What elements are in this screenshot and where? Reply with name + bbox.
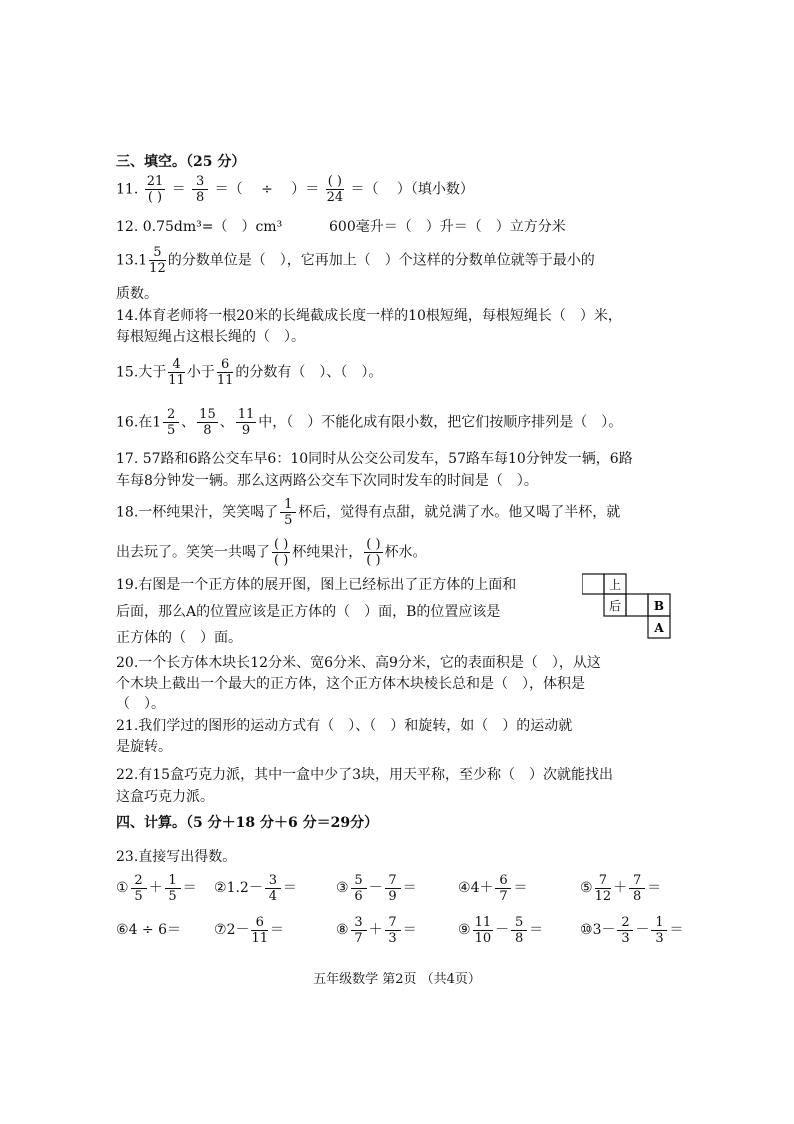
calc-3-f1-den: 6 xyxy=(354,888,363,904)
calc-item-5 xyxy=(580,868,661,908)
q15-f2-denominator: 11 xyxy=(216,373,234,388)
calc-8-f2-den: 3 xyxy=(388,930,397,946)
question-15 xyxy=(116,358,382,387)
calc-3-op: － xyxy=(368,880,383,896)
q15-mid: 小于 xyxy=(186,364,215,381)
cube-net-diagram xyxy=(582,572,672,640)
q13-fraction xyxy=(149,246,166,275)
q18-blank-fraction-2 xyxy=(364,538,382,567)
question-19-line-2: 后面，那么A的位置应该是正方体的（ ）面，B的位置应该是 xyxy=(116,604,501,620)
question-12-b xyxy=(329,217,566,237)
q11-division-blank: ＝（ ÷ ）＝ xyxy=(214,181,320,198)
section-3-title: 三、填空。（25 分） xyxy=(116,154,246,170)
calc-5-f2-den: 8 xyxy=(632,888,642,904)
q11-f1-numerator: 21 xyxy=(146,174,164,189)
calc-1-eq: ＝ xyxy=(182,880,197,896)
q16-f2-denominator: 8 xyxy=(203,423,212,438)
calc-9-f1-num: 11 xyxy=(474,914,492,930)
calc-9-f1-den: 10 xyxy=(474,930,492,946)
calc-9-fraction-1 xyxy=(473,916,494,945)
calc-4-eq: ＝ xyxy=(513,880,528,896)
q18-b2-denominator: ( ) xyxy=(366,553,381,568)
q16-sep-1: 、 xyxy=(181,414,196,431)
question-20-line-2: 个木块上截出一个最大的正方体，这个正方体木块棱长总和是（ ），体积是 xyxy=(116,676,585,692)
q18-b1-numerator: ( ) xyxy=(274,537,289,552)
calc-item-6 xyxy=(116,910,181,950)
calc-3-fraction-1 xyxy=(351,874,367,903)
q18-fraction xyxy=(280,498,296,527)
q18-b1-denominator: ( ) xyxy=(274,553,289,568)
calc-item-4 xyxy=(458,868,527,908)
calc-7-num: 6 xyxy=(251,916,268,931)
q11-fraction-1 xyxy=(145,175,166,204)
q18-line2-pre: 出去玩了。笑笑一共喝了 xyxy=(116,544,270,561)
calc-item-10 xyxy=(580,910,683,950)
question-17-line-1: 17. 57路和6路公交车早6：10同时从公交公司发车，57路车每10分钟发一辆，6路 xyxy=(116,451,633,467)
page-footer: 五年级数学 第2页 （共4页） xyxy=(313,972,481,987)
calc-item-1 xyxy=(116,868,197,908)
q13-denominator: 12 xyxy=(149,261,166,276)
q16-fraction-1 xyxy=(163,408,179,437)
q16-pre: 16.在1 xyxy=(116,414,162,431)
q16-sep-2: 、 xyxy=(219,414,234,431)
q11-fraction-3 xyxy=(326,175,344,204)
question-23-title: 23.直接写出得数。 xyxy=(116,849,237,865)
q18-denominator: 5 xyxy=(284,513,293,528)
calc-9-eq: ＝ xyxy=(529,922,544,938)
section-4-title: 四、计算。（5 分＋18 分＋6 分＝29分） xyxy=(116,815,379,831)
q12-part-a: 12. 0.75dm³=（ ）cm³ xyxy=(116,219,283,235)
q16-f3-denominator: 9 xyxy=(241,423,251,438)
calc-7-eq: ＝ xyxy=(270,922,285,938)
calc-8-f2-num: 7 xyxy=(385,916,401,931)
q16-f1-denominator: 5 xyxy=(167,423,176,438)
q15-fraction-1 xyxy=(168,358,185,387)
calc-6-expr: 4 ÷ 6＝ xyxy=(128,922,182,938)
q16-fraction-2 xyxy=(197,408,218,437)
net-label-b: B xyxy=(653,599,665,613)
q15-pre: 15.大于 xyxy=(116,364,167,381)
q16-f2-numerator: 15 xyxy=(199,407,216,422)
question-14-line-1: 14.体育老师将一根20米的长绳截成长度一样的10根短绳，每根短绳长（ ）米， xyxy=(116,308,622,324)
question-21-line-2: 是旋转。 xyxy=(116,739,172,755)
q11-f3-numerator: ( ) xyxy=(327,174,342,189)
calc-1-op: ＋ xyxy=(148,880,163,896)
calc-row-1 xyxy=(116,868,696,908)
calc-2-label: ② xyxy=(214,880,227,896)
calc-10-f2-den: 3 xyxy=(655,930,664,946)
question-12 xyxy=(116,217,282,237)
calc-10-fraction-1 xyxy=(617,916,633,945)
calc-item-3 xyxy=(336,868,417,908)
calc-2-num: 3 xyxy=(265,874,281,889)
q11-f3-denominator: 24 xyxy=(326,190,344,205)
calc-8-eq: ＝ xyxy=(402,922,417,938)
calc-8-f1-den: 7 xyxy=(354,930,363,946)
calc-6-label: ⑥ xyxy=(116,922,129,938)
calc-10-fraction-2 xyxy=(651,916,667,945)
q16-f1-numerator: 2 xyxy=(163,408,179,423)
calc-8-f1-num: 3 xyxy=(351,916,367,931)
question-16 xyxy=(116,408,622,437)
calc-10-f1-num: 2 xyxy=(617,916,633,931)
q11-f1-denominator: ( ) xyxy=(147,190,163,205)
question-21-line-1: 21.我们学过的图形的运动方式有（ ）、（ ）和旋转，如（ ）的运动就 xyxy=(116,718,573,734)
q11-number: 11. xyxy=(116,181,139,198)
calc-2-eq: ＝ xyxy=(282,880,297,896)
calc-7-den: 11 xyxy=(251,930,269,946)
net-label-a: A xyxy=(654,621,664,635)
calc-3-eq: ＝ xyxy=(402,880,417,896)
calc-5-f1-den: 12 xyxy=(594,888,612,904)
calc-5-fraction-2 xyxy=(629,874,645,903)
question-20-line-3: （ ）。 xyxy=(116,696,165,712)
calc-4-den: 7 xyxy=(499,888,508,904)
q11-f2-numerator: 3 xyxy=(192,175,208,190)
q15-post: 的分数有（ ）、（ ）。 xyxy=(235,364,383,381)
calc-4-num: 6 xyxy=(495,874,511,889)
calc-10-f1-den: 3 xyxy=(621,930,630,946)
question-11 xyxy=(116,175,474,204)
calc-3-f2-den: 9 xyxy=(388,888,397,904)
calc-2-den: 4 xyxy=(268,888,277,904)
question-18-line-2 xyxy=(116,538,427,567)
q15-fraction-2 xyxy=(217,358,234,387)
question-20-line-1: 20.一个长方体木块长12分米、宽6分米、高9分米，它的表面积是（ ），从这 xyxy=(116,655,601,671)
calc-item-7 xyxy=(214,910,284,950)
question-13-line-2: 质数。 xyxy=(116,286,158,302)
calc-8-fraction-1 xyxy=(351,916,367,945)
q18-line2-post: 杯水。 xyxy=(384,544,427,561)
q13-post: 的分数单位是（ ），它再加上（ ）个这样的分数单位就等于最小的 xyxy=(167,252,595,269)
calc-3-f1-num: 5 xyxy=(351,874,367,889)
calc-4-label: ④ xyxy=(458,880,471,896)
calc-1-fraction-2 xyxy=(165,874,181,903)
calc-8-label: ⑧ xyxy=(336,922,349,938)
q11-tail: ＝（ ）（填小数） xyxy=(350,181,474,198)
calc-1-fraction-1 xyxy=(131,874,147,903)
calc-10-op: － xyxy=(635,922,650,938)
calc-5-f2-num: 7 xyxy=(629,874,645,889)
q12-part-b: 600毫升＝（ ）升＝（ ）立方分米 xyxy=(329,219,566,235)
net-b-face xyxy=(626,594,648,616)
question-18-line-1 xyxy=(116,498,620,527)
calc-8-fraction-2 xyxy=(385,916,401,945)
calc-9-label: ⑨ xyxy=(458,922,471,938)
calc-1-label: ① xyxy=(116,880,129,896)
calc-10-pre: 3－ xyxy=(592,922,616,938)
calc-1-f1-num: 2 xyxy=(131,874,147,889)
calc-9-f2-num: 5 xyxy=(511,916,527,931)
question-13 xyxy=(116,246,595,275)
calc-10-eq: ＝ xyxy=(669,922,684,938)
q13-numerator: 5 xyxy=(149,246,166,261)
calc-10-f2-num: 1 xyxy=(651,916,667,931)
calc-item-2 xyxy=(214,868,297,908)
q18-post: 杯后，觉得有点甜，就兑满了水。他又喝了半杯，就 xyxy=(298,504,621,521)
calc-7-label: ⑦ xyxy=(214,922,227,938)
q18-pre: 18.一杯纯果汁，笑笑喝了 xyxy=(116,504,279,521)
calc-5-fraction-1 xyxy=(595,874,612,903)
calc-2-fraction xyxy=(265,874,281,903)
q11-equals: ＝ xyxy=(171,181,186,198)
q15-f1-numerator: 4 xyxy=(168,358,185,373)
calc-7-pre: 2－ xyxy=(226,922,250,938)
question-22-line-1: 22.有15盒巧克力派，其中一盒中少了3块，用天平称，至少称（ ）次就能找出 xyxy=(116,767,613,783)
q15-f2-numerator: 6 xyxy=(217,358,234,373)
calc-9-op: － xyxy=(495,922,510,938)
calc-item-9 xyxy=(458,910,543,950)
calc-3-label: ③ xyxy=(336,880,349,896)
calc-row-2 xyxy=(116,910,696,950)
q13-pre: 13.1 xyxy=(116,252,148,269)
calc-8-op: ＋ xyxy=(368,922,383,938)
calc-1-f1-den: 5 xyxy=(134,888,143,904)
q18-blank-fraction-1 xyxy=(272,538,290,567)
calc-item-8 xyxy=(336,910,417,950)
calc-4-fraction xyxy=(495,874,511,903)
net-left-face xyxy=(582,574,604,594)
calc-5-op: ＋ xyxy=(613,880,628,896)
question-22-line-2: 这盒巧克力派。 xyxy=(116,789,214,805)
net-label-back: 后 xyxy=(608,599,622,613)
calc-3-fraction-2 xyxy=(385,874,401,903)
calc-3-f2-num: 7 xyxy=(385,874,401,889)
q16-f3-numerator: 11 xyxy=(237,407,255,422)
question-19-line-1: 19.右图是一个正方体的展开图，图上已经标出了正方体的上面和 xyxy=(116,577,517,593)
net-label-top: 上 xyxy=(608,578,622,592)
q11-fraction-2 xyxy=(192,175,208,204)
question-17-line-2: 车每8分钟发一辆。那么这两路公交车下次同时发车的时间是（ ）。 xyxy=(116,473,538,489)
calc-9-fraction-2 xyxy=(511,916,527,945)
q16-post: 中，（ ）不能化成有限小数，把它们按顺序排列是（ ）。 xyxy=(258,414,623,431)
calc-9-f2-den: 8 xyxy=(514,930,524,946)
q11-f2-denominator: 8 xyxy=(196,190,205,205)
q18-line2-mid: 杯纯果汁， xyxy=(292,544,363,561)
q16-fraction-3 xyxy=(236,408,257,437)
calc-7-fraction xyxy=(251,916,268,945)
calc-5-eq: ＝ xyxy=(647,880,662,896)
calc-4-pre: 4＋ xyxy=(470,880,494,896)
calc-2-pre: 1.2－ xyxy=(226,880,263,896)
q18-numerator: 1 xyxy=(280,498,296,513)
calc-10-label: ⑩ xyxy=(580,922,593,938)
question-19-line-3: 正方体的（ ）面。 xyxy=(116,630,242,646)
calc-5-label: ⑤ xyxy=(580,880,593,896)
q15-f1-denominator: 11 xyxy=(168,373,185,388)
calc-1-f2-num: 1 xyxy=(165,874,181,889)
q18-b2-numerator: ( ) xyxy=(366,537,381,552)
calc-5-f1-num: 7 xyxy=(595,874,612,889)
calc-1-f2-den: 5 xyxy=(168,888,177,904)
question-14-line-2: 每根短绳占这根长绳的（ ）。 xyxy=(116,329,305,345)
